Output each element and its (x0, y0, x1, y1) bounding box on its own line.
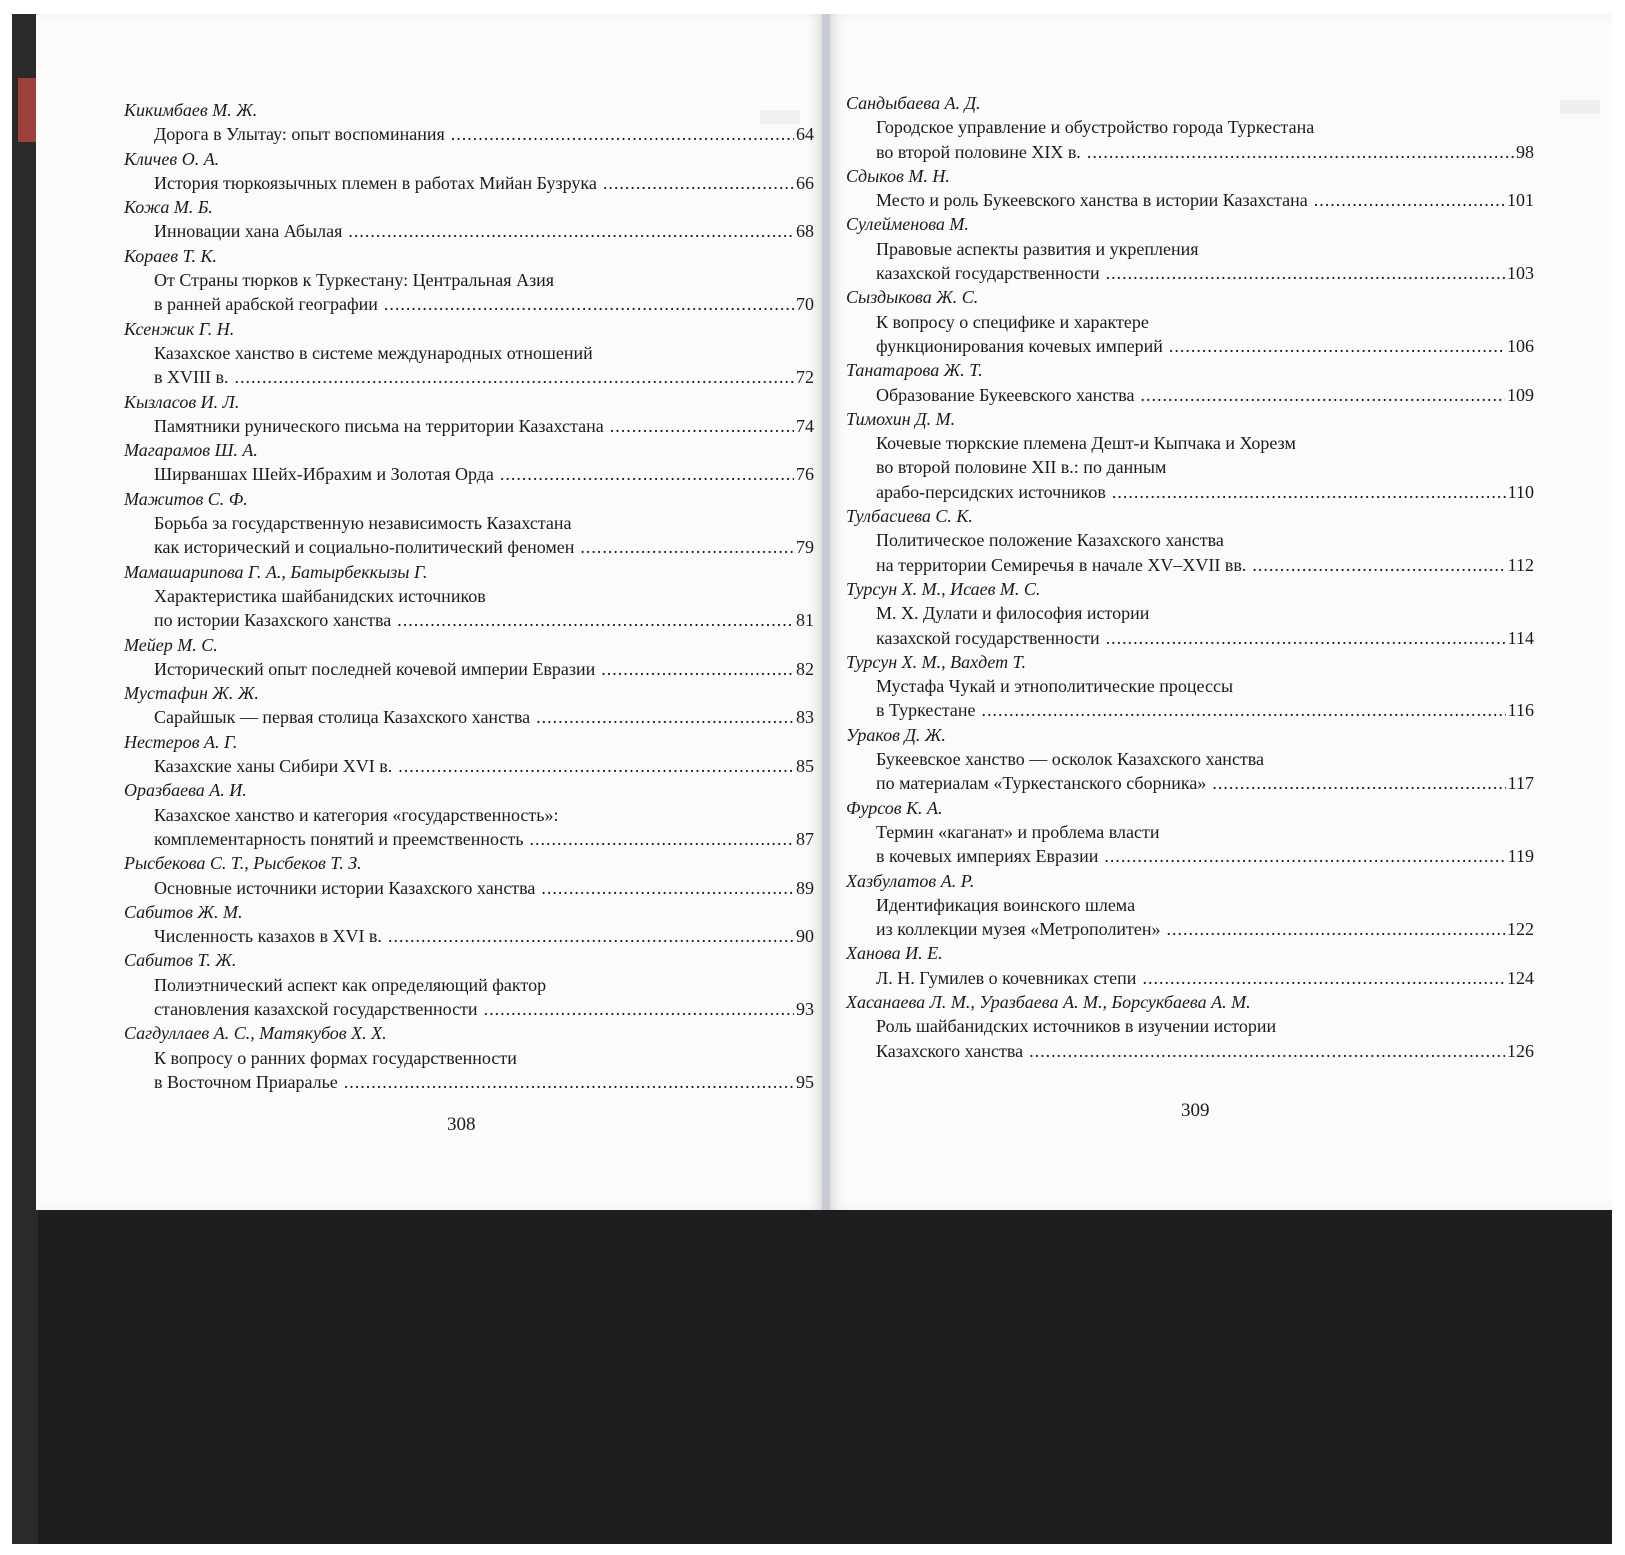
toc-entry-title-row (124, 754, 814, 778)
page-gutter (822, 14, 830, 1210)
toc-entry-author: Ханова И. Е. (846, 943, 943, 964)
toc-entry-title-line: Основные источники истории Казахского ханства (154, 877, 536, 898)
toc-entry-title-line: Место и роль Букеевского ханства в истории Казахстана (876, 190, 1308, 211)
toc-entry-title-row (846, 698, 1534, 722)
toc-entry-title-line: Инновации хана Абылая (154, 221, 343, 242)
toc-entry (124, 195, 814, 244)
dot-leader (610, 414, 794, 438)
toc-entry-title-row (124, 219, 814, 243)
toc-entry (124, 560, 814, 633)
toc-entry-title-row (124, 997, 814, 1021)
toc-entry-title-line: Характеристика шайбанидских источников (154, 585, 486, 606)
dot-leader (348, 219, 794, 243)
page-number-left: 308 (447, 1114, 476, 1135)
dot-leader (1106, 626, 1506, 650)
toc-entry-title-line: функционирования кочевых империй (876, 335, 1163, 356)
toc-entry-author: Мустафин Ж. Ж. (124, 683, 259, 704)
toc-entry-title-row (124, 705, 814, 729)
toc-entry-title-line: казахской государственности (876, 627, 1100, 648)
toc-entry-title-line: Л. Н. Гумилев о кочевниках степи (876, 967, 1137, 988)
toc-entry (124, 948, 814, 1021)
toc-list-left (124, 98, 814, 1094)
toc-entry (124, 244, 814, 317)
toc-entry-title-line: Полиэтнический аспект как определяющий фактор (154, 974, 547, 995)
toc-entry-title-row (124, 608, 814, 632)
toc-entry-page-number: 101 (1507, 190, 1534, 211)
toc-entry-author: Хасанаева Л. М., Уразбаева А. М., Борсукбаева А. М. (846, 991, 1251, 1012)
toc-entry-author: Мажитов С. Ф. (124, 488, 248, 509)
toc-entry-title-line: Исторический опыт последней кочевой империи Евразии (154, 658, 596, 679)
dot-leader (1167, 917, 1505, 941)
dot-leader (500, 462, 794, 486)
toc-entry-page-number: 103 (1507, 263, 1534, 284)
toc-entry-title-row (846, 553, 1534, 577)
toc-entry-title-line: в XVIII в. (154, 367, 229, 388)
toc-entry-author: Ксенжик Г. Н. (124, 318, 235, 339)
toc-entry-author: Сыздыкова Ж. С. (846, 287, 979, 308)
toc-entry-title-line: История тюркоязычных племен в работах Мийан Бузрука (154, 172, 597, 193)
toc-entry-author: Магарамов Ш. А. (124, 440, 258, 461)
toc-entry-title-line: во второй половине XIX в. (876, 141, 1081, 162)
toc-entry-page-number: 93 (796, 998, 814, 1019)
toc-entry (846, 504, 1534, 577)
toc-entry-title-line: Идентификация воинского шлема (876, 894, 1136, 915)
dot-leader (580, 535, 794, 559)
dot-leader (384, 292, 794, 316)
toc-entry-title-line: Численность казахов в XVI в. (154, 926, 382, 947)
toc-entry-author: Оразбаева А. И. (124, 780, 247, 801)
toc-entry-title-line: К вопросу о специфике и характере (876, 311, 1149, 332)
toc-entry-title-line: в Восточном Приаралье (154, 1071, 338, 1092)
toc-entry (124, 147, 814, 196)
toc-entry-title-row (846, 261, 1534, 285)
toc-entry-title-line: из коллекции музея «Метрополитен» (876, 919, 1161, 940)
dot-leader (603, 171, 794, 195)
toc-entry-title-line: казахской государственности (876, 263, 1100, 284)
dot-leader (1314, 188, 1505, 212)
toc-entry-title-line: К вопросу о ранних формах государственности (154, 1047, 517, 1068)
toc-entry-page-number: 74 (796, 415, 814, 436)
toc-entry-title-row (846, 917, 1534, 941)
toc-entry-title-row (846, 383, 1534, 407)
dot-leader (1140, 383, 1505, 407)
toc-entry-title-line: Мустафа Чукай и этнополитические процессы (876, 676, 1234, 697)
dot-leader (451, 122, 794, 146)
toc-entry-title-row (124, 171, 814, 195)
toc-entry-title-row (846, 480, 1534, 504)
toc-entry-author: Сулейменова М. (846, 214, 969, 235)
toc-entry-title-line: во второй половине XII в.: по данным (876, 457, 1167, 478)
toc-entry (124, 438, 814, 487)
toc-entry-title-row (846, 844, 1534, 868)
toc-entry-page-number: 85 (796, 756, 814, 777)
toc-entry-page-number: 117 (1507, 773, 1534, 794)
toc-entry-title-row (124, 292, 814, 316)
toc-entry-page-number: 76 (796, 464, 814, 485)
toc-entry (846, 285, 1534, 358)
toc-entry (124, 98, 814, 147)
toc-entry (846, 990, 1534, 1063)
toc-entry-author: Сдыков М. Н. (846, 165, 950, 186)
toc-entry-author: Нестеров А. Г. (124, 731, 238, 752)
toc-entry-author: Кличев О. А. (124, 148, 220, 169)
dot-leader (1104, 844, 1505, 868)
toc-entry (124, 487, 814, 560)
toc-entry-title-row (846, 188, 1534, 212)
toc-entry-page-number: 89 (796, 877, 814, 898)
toc-entry-title-line: Казахское ханство и категория «государственность»: (154, 804, 559, 825)
toc-entry (124, 730, 814, 779)
toc-entry-page-number: 126 (1507, 1040, 1534, 1061)
toc-entry-title-row (846, 1039, 1534, 1063)
toc-entry-page-number: 66 (796, 172, 814, 193)
toc-entry (124, 681, 814, 730)
dot-leader (1029, 1039, 1505, 1063)
red-bookmark-mark (18, 78, 36, 142)
toc-entry (846, 650, 1534, 723)
toc-entry-title-line: Букеевское ханство — осколок Казахского ханства (876, 749, 1265, 770)
toc-entry (846, 358, 1534, 407)
toc-entry-title-row (124, 1070, 814, 1094)
toc-entry-author: Тулбасиева С. К. (846, 506, 973, 527)
toc-entry-page-number: 106 (1507, 335, 1534, 356)
toc-entry-title-row (846, 966, 1534, 990)
toc-entry-page-number: 122 (1507, 919, 1534, 940)
toc-entry-title-line: становления казахской государственности (154, 998, 478, 1019)
toc-entry (124, 1021, 814, 1094)
toc-entry-page-number: 112 (1507, 554, 1534, 575)
toc-entry (124, 900, 814, 949)
toc-entry-author: Сандыбаева А. Д. (846, 93, 981, 113)
toc-entry-author: Кызласов И. Л. (124, 391, 240, 412)
toc-entry (846, 407, 1534, 504)
toc-entry-page-number: 95 (796, 1071, 814, 1092)
toc-entry (846, 796, 1534, 869)
dot-leader (536, 705, 794, 729)
toc-entry-title-row (124, 876, 814, 900)
toc-entry (846, 212, 1534, 285)
dot-leader (484, 997, 794, 1021)
toc-entry (846, 577, 1534, 650)
dot-leader (1212, 771, 1505, 795)
toc-entry-page-number: 82 (796, 658, 814, 679)
toc-entry-title-line: Городское управление и обустройство города Туркестана (876, 117, 1315, 138)
toc-entry-page-number: 68 (796, 221, 814, 242)
toc-entry (846, 941, 1534, 990)
toc-entry-author: Хазбулатов А. Р. (846, 870, 975, 891)
dot-leader (344, 1070, 794, 1094)
toc-entry-page-number: 90 (796, 926, 814, 947)
toc-entry-title-line: Дорога в Улытау: опыт воспоминания (154, 124, 445, 145)
dot-leader (601, 657, 794, 681)
toc-entry-page-number: 119 (1507, 846, 1534, 867)
toc-entry-title-line: М. Х. Дулати и философия истории (876, 603, 1150, 624)
toc-entry-title-line: Политическое положение Казахского ханства (876, 530, 1224, 551)
toc-entry-title-line: Образование Букеевского ханства (876, 384, 1135, 405)
toc-entry-author: Мамашарипова Г. А., Батырбеккызы Г. (124, 561, 428, 582)
book-spine-edge (12, 14, 38, 1544)
toc-entry-title-line: Памятники рунического письма на территории Казахстана (154, 415, 604, 436)
bleed-through-mark (1560, 100, 1600, 114)
toc-entry-title-line: комплементарность понятий и преемственность (154, 828, 524, 849)
dot-leader (1142, 966, 1505, 990)
toc-entry-title-line: в кочевых империях Евразии (876, 846, 1099, 867)
toc-entry-title-line: как исторический и социально-политический феномен (154, 537, 575, 558)
dot-leader (234, 365, 794, 389)
toc-entry (124, 390, 814, 439)
dot-leader (398, 754, 794, 778)
toc-entry-title-line: на территории Семиречья в начале XV–XVII вв. (876, 554, 1247, 575)
toc-entry-author: Кораев Т. К. (124, 245, 217, 266)
toc-entry-title-line: Кочевые тюркские племена Дешт-и Кыпчака и Хорезм (876, 433, 1296, 454)
toc-entry-author: Кикимбаев М. Ж. (124, 100, 258, 120)
toc-entry (846, 164, 1534, 213)
toc-entry-author: Кожа М. Б. (124, 197, 213, 218)
toc-entry-page-number: 70 (796, 294, 814, 315)
toc-entry-author: Ураков Д. Ж. (846, 724, 946, 745)
toc-entry-title-line: в ранней арабской географии (154, 294, 378, 315)
toc-entry-author: Сабитов Ж. М. (124, 901, 243, 922)
toc-entry (846, 91, 1534, 164)
toc-entry-title-row (124, 414, 814, 438)
toc-entry-author: Танатарова Ж. Т. (846, 360, 983, 381)
toc-entry-title-line: Термин «каганат» и проблема власти (876, 821, 1160, 842)
toc-entry-title-line: по материалам «Туркестанского сборника» (876, 773, 1207, 794)
toc-entry-author: Сагдуллаев А. С., Матякубов Х. Х. (124, 1023, 387, 1044)
dot-leader (1087, 140, 1514, 164)
toc-entry-title-row (846, 771, 1534, 795)
toc-entry-author: Мейер М. С. (124, 634, 218, 655)
toc-entry-page-number: 83 (796, 707, 814, 728)
toc-entry-page-number: 87 (796, 828, 814, 849)
toc-entry (124, 633, 814, 682)
dot-leader (1112, 480, 1506, 504)
toc-entry-page-number: 109 (1507, 384, 1534, 405)
dot-leader (1252, 553, 1505, 577)
toc-entry-title-row (846, 334, 1534, 358)
toc-entry-title-row (124, 657, 814, 681)
dot-leader (541, 876, 794, 900)
dot-leader (982, 698, 1506, 722)
toc-entry (124, 778, 814, 851)
toc-entry-author: Турсун Х. М., Исаев М. С. (846, 578, 1041, 599)
toc-entry-title-row (846, 140, 1534, 164)
toc-entry-title-line: Сарайшык — первая столица Казахского ханства (154, 707, 531, 728)
toc-entry-page-number: 110 (1507, 481, 1534, 502)
toc-entry-title-row (124, 827, 814, 851)
toc-entry-title-line: по истории Казахского ханства (154, 610, 392, 631)
toc-entry-title-line: От Страны тюрков к Туркестану: Центральная Азия (154, 270, 555, 291)
toc-entry-title-line: Казахское ханство в системе международных отношений (154, 342, 593, 363)
toc-entry-title-line: в Туркестане (876, 700, 976, 721)
toc-list-right (846, 91, 1534, 1063)
toc-entry (124, 317, 814, 390)
toc-entry-title-line: Борьба за государственную независимость Казахстана (154, 513, 572, 534)
toc-entry-title-row (124, 122, 814, 146)
toc-entry-title-row (124, 535, 814, 559)
toc-entry-author: Турсун Х. М., Вахдет Т. (846, 651, 1027, 672)
toc-entry-author: Сабитов Т. Ж. (124, 950, 237, 971)
toc-entry-page-number: 98 (1516, 141, 1534, 162)
toc-entry-title-row (846, 626, 1534, 650)
toc-entry-title-row (124, 462, 814, 486)
toc-entry-page-number: 64 (796, 124, 814, 145)
toc-entry-title-row (124, 365, 814, 389)
toc-entry-author: Фурсов К. А. (846, 797, 943, 818)
toc-entry-page-number: 124 (1507, 967, 1534, 988)
toc-entry-page-number: 79 (796, 537, 814, 558)
toc-entry (846, 723, 1534, 796)
toc-entry-title-row (124, 924, 814, 948)
dot-leader (1169, 334, 1505, 358)
toc-entry-page-number: 72 (796, 367, 814, 388)
toc-entry-title-line: Казахские ханы Сибири XVI в. (154, 756, 393, 777)
dot-leader (388, 924, 794, 948)
dot-leader (530, 827, 794, 851)
toc-entry-title-line: Казахского ханства (876, 1040, 1024, 1061)
toc-entry-title-line: арабо-персидских источников (876, 481, 1106, 502)
toc-entry (124, 851, 814, 900)
page-number-right: 309 (1181, 1100, 1210, 1121)
toc-entry-author: Рысбекова С. Т., Рысбеков Т. З. (124, 853, 362, 874)
toc-entry-author: Тимохин Д. М. (846, 408, 956, 429)
toc-entry-title-line: Ширваншах Шейх-Ибрахим и Золотая Орда (154, 464, 494, 485)
toc-entry-page-number: 114 (1507, 627, 1534, 648)
toc-entry-title-line: Роль шайбанидских источников в изучении истории (876, 1016, 1277, 1037)
dot-leader (1106, 261, 1505, 285)
toc-entry-title-line: Правовые аспекты развития и укрепления (876, 238, 1199, 259)
toc-entry (846, 869, 1534, 942)
toc-entry-page-number: 116 (1507, 700, 1534, 721)
dot-leader (397, 608, 794, 632)
toc-entry-page-number: 81 (796, 610, 814, 631)
